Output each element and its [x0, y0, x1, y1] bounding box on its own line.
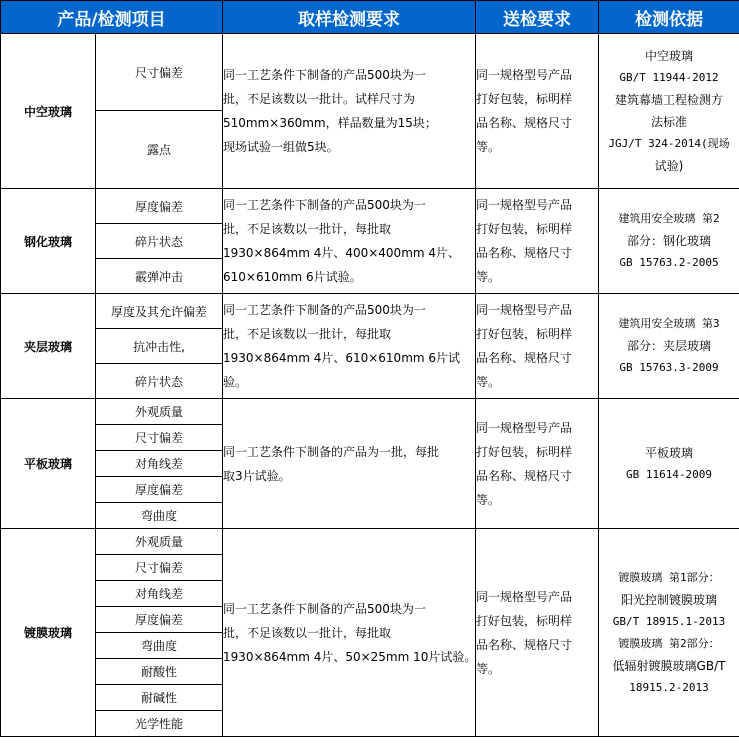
- shipping-requirement-line: 打好包装，标明样: [476, 222, 573, 236]
- test-standard-line: GB/T 18915.1-2013: [612, 614, 726, 628]
- shipping-requirement-line: 等。: [476, 375, 501, 389]
- sampling-requirement: [223, 189, 476, 294]
- test-standard-line: 镀膜玻璃 第2部分：: [618, 636, 720, 650]
- table-body: [1, 34, 739, 737]
- test-standard-line: 阳光控制镀膜玻璃: [620, 592, 717, 607]
- test-standard-line: 部分：夹层玻璃: [626, 339, 711, 353]
- shipping-requirement-line: 打好包装，标明样: [476, 92, 573, 106]
- test-item: 弯曲度: [96, 633, 223, 659]
- test-item: 厚度偏差: [96, 607, 223, 633]
- test-item: 厚度及其允许偏差: [96, 294, 223, 329]
- test-standard-line: 18915.2-2013: [629, 680, 709, 694]
- sampling-requirement: [223, 294, 476, 399]
- header-sampling: 取样检测要求: [223, 1, 476, 34]
- sampling-requirement-line: 1930×864mm 4片、50×25mm 10片试验。: [223, 649, 477, 664]
- shipping-requirement-line: 品名称、规格尺寸: [476, 637, 573, 652]
- shipping-requirement: [476, 294, 599, 399]
- test-standard-line: GB/T 11944-2012: [619, 71, 719, 84]
- test-standard-line: GB 15763.3-2009: [619, 361, 719, 374]
- shipping-requirement: [476, 34, 599, 189]
- sampling-requirement-line: 同一工艺条件下制备的产品500块为一: [223, 198, 426, 212]
- sampling-requirement-line: 现场试验一组做5块。: [223, 140, 339, 154]
- test-standard-line: 建筑用安全玻璃 第3: [618, 317, 720, 330]
- table-row: [1, 294, 739, 329]
- test-item: 尺寸偏差: [96, 34, 223, 111]
- test-standard-line: 法标准: [650, 115, 687, 129]
- sampling-requirement-line: 验。: [223, 375, 248, 389]
- test-standard: [599, 294, 739, 399]
- sampling-requirement: [223, 34, 476, 189]
- product-name: 中空玻璃: [1, 34, 96, 189]
- test-standard-line: 部分：钢化玻璃: [626, 234, 711, 248]
- shipping-requirement-line: 同一规格型号产品: [476, 589, 573, 604]
- sampling-requirement-line: 批，不足该数以一批计，每批取: [223, 625, 392, 640]
- shipping-requirement-line: 等。: [476, 270, 501, 284]
- test-standard-line: GB 11614-2009: [625, 467, 713, 481]
- table-row: [1, 34, 739, 111]
- sampling-requirement-line: 批，不足该数以一批计。试样尺寸为: [223, 92, 416, 106]
- sampling-requirement-line: 取3片试验。: [223, 468, 291, 483]
- sampling-requirement-line: 同一工艺条件下制备的产品为一批，每批: [223, 444, 440, 459]
- table-row: [1, 189, 739, 224]
- shipping-requirement-line: 等。: [476, 492, 501, 507]
- header-basis: 检测依据: [599, 1, 739, 34]
- shipping-requirement: [476, 399, 599, 529]
- test-standard-line: GB 15763.2-2005: [619, 256, 719, 269]
- shipping-requirement-line: 同一规格型号产品: [476, 198, 573, 212]
- sampling-requirement-line: 批，不足该数以一批计，每批取: [223, 327, 392, 341]
- test-standard: [599, 189, 739, 294]
- sampling-requirement-line: 510mm×360mm，样品数量为15块；: [223, 116, 437, 130]
- shipping-requirement-line: 打好包装，标明样: [476, 327, 573, 341]
- test-standard-line: 平板玻璃: [644, 445, 693, 460]
- shipping-requirement-line: 同一规格型号产品: [476, 68, 573, 82]
- shipping-requirement-line: 品名称、规格尺寸: [476, 351, 573, 365]
- test-item: 厚度偏差: [96, 189, 223, 224]
- test-item: 厚度偏差: [96, 477, 223, 503]
- test-item: 抗冲击性,: [96, 329, 223, 364]
- test-item: 光学性能: [96, 711, 223, 737]
- test-standard-line: 建筑用安全玻璃 第2: [618, 212, 720, 225]
- sampling-requirement: [223, 529, 476, 737]
- sampling-requirement-line: 1930×864mm 4片、400×400mm 4片、: [223, 246, 461, 260]
- test-standard-line: 试验): [654, 159, 684, 173]
- shipping-requirement-line: 品名称、规格尺寸: [476, 468, 573, 483]
- test-item: 对角线差: [96, 581, 223, 607]
- sampling-requirement-line: 同一工艺条件下制备的产品500块为一: [223, 303, 426, 317]
- header-shipping: 送检要求: [476, 1, 599, 34]
- product-name: 钢化玻璃: [1, 189, 96, 294]
- sampling-requirement: [223, 399, 476, 529]
- table-row: [1, 399, 739, 425]
- shipping-requirement-line: 品名称、规格尺寸: [476, 116, 573, 130]
- test-item: 露点: [96, 111, 223, 189]
- sampling-requirement-line: 610×610mm 6片试验。: [223, 270, 362, 284]
- test-item: 霰弹冲击: [96, 259, 223, 294]
- test-item: 外观质量: [96, 529, 223, 555]
- sampling-requirement-line: 批，不足该数以一批计，每批取: [223, 222, 392, 236]
- test-standard-line: 中空玻璃: [644, 49, 693, 63]
- test-item: 对角线差: [96, 451, 223, 477]
- shipping-requirement-line: 品名称、规格尺寸: [476, 246, 573, 260]
- product-name: 平板玻璃: [1, 399, 96, 529]
- test-standard: [599, 34, 739, 189]
- test-standard-line: 建筑幕墙工程检测方: [614, 93, 723, 107]
- shipping-requirement: [476, 529, 599, 737]
- shipping-requirement-line: 等。: [476, 140, 501, 154]
- shipping-requirement-line: 同一规格型号产品: [476, 420, 573, 435]
- shipping-requirement-line: 同一规格型号产品: [476, 303, 573, 317]
- test-item: 耐碱性: [96, 685, 223, 711]
- test-standard-line: 镀膜玻璃 第1部分：: [618, 570, 720, 584]
- table-row: [1, 529, 739, 555]
- test-item: 耐酸性: [96, 659, 223, 685]
- test-standard-line: 低辐射镀膜玻璃GB/T: [612, 658, 726, 673]
- test-item: 外观质量: [96, 399, 223, 425]
- sampling-requirement-line: 1930×864mm 4片、610×610mm 6片试: [223, 351, 461, 365]
- test-standard: [599, 399, 739, 529]
- table-header-row: [1, 1, 739, 34]
- test-item: 碎片状态: [96, 364, 223, 399]
- shipping-requirement-line: 等。: [476, 661, 501, 676]
- product-name: 镀膜玻璃: [1, 529, 96, 737]
- shipping-requirement-line: 打好包装，标明样: [476, 613, 573, 628]
- test-item: 弯曲度: [96, 503, 223, 529]
- test-standard: [599, 529, 739, 737]
- shipping-requirement-line: 打好包装，标明样: [476, 444, 573, 459]
- test-item: 尺寸偏差: [96, 555, 223, 581]
- test-standard-line: JGJ/T 324-2014(现场: [608, 137, 730, 150]
- test-item: 尺寸偏差: [96, 425, 223, 451]
- header-product: 产品/检测项目: [1, 1, 223, 34]
- test-item: 碎片状态: [96, 224, 223, 259]
- shipping-requirement: [476, 189, 599, 294]
- sampling-requirement-line: 同一工艺条件下制备的产品500块为一: [223, 68, 426, 82]
- sampling-requirement-line: 同一工艺条件下制备的产品500块为一: [223, 601, 426, 616]
- product-name: 夹层玻璃: [1, 294, 96, 399]
